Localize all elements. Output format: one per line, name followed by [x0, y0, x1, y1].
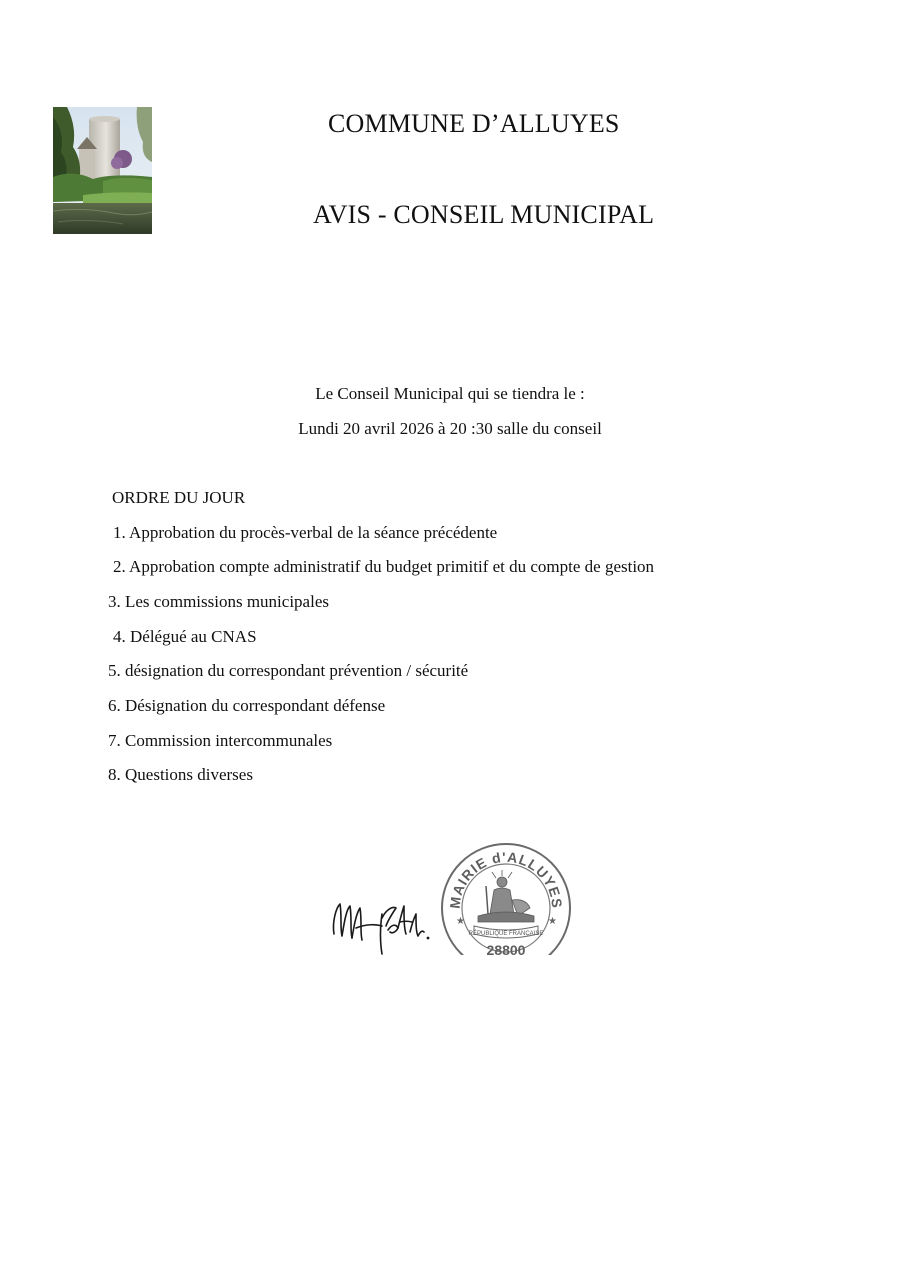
commune-title: COMMUNE D’ALLUYES: [328, 109, 620, 138]
star-icon: ★: [548, 916, 557, 927]
agenda-item: 7. Commission intercommunales: [108, 731, 333, 750]
notice-title: AVIS - CONSEIL MUNICIPAL: [313, 200, 655, 229]
stamp-banner-text: RÉPUBLIQUE FRANÇAISE: [468, 931, 544, 937]
marianne-figure-icon: [478, 870, 534, 922]
stamp-top-text: MAIRIE d'ALLUYES: [446, 848, 566, 910]
mayor-signature: [326, 894, 434, 956]
agenda-item: 8. Questions diverses: [108, 765, 253, 784]
star-icon: ★: [456, 916, 465, 927]
meeting-intro: Le Conseil Municipal qui se tiendra le :: [315, 384, 585, 403]
agenda-heading: ORDRE DU JOUR: [112, 488, 246, 507]
agenda-item: 4. Délégué au CNAS: [113, 627, 257, 646]
meeting-date: Lundi 20 avril 2026 à 20 :30 salle du conseil: [298, 419, 602, 438]
agenda-item: 5. désignation du correspondant prévention / sécurité: [108, 661, 469, 680]
village-tower-photo: [53, 107, 152, 234]
mairie-stamp: [438, 842, 574, 955]
agenda-item: 2. Approbation compte administratif du budget primitif et du compte de gestion: [113, 557, 655, 576]
agenda-item: 3. Les commissions municipales: [108, 592, 329, 611]
agenda-item: 1. Approbation du procès-verbal de la séance précédente: [113, 523, 498, 542]
agenda-item: 6. Désignation du correspondant défense: [108, 696, 386, 715]
stamp-postcode: 28800: [486, 942, 526, 955]
